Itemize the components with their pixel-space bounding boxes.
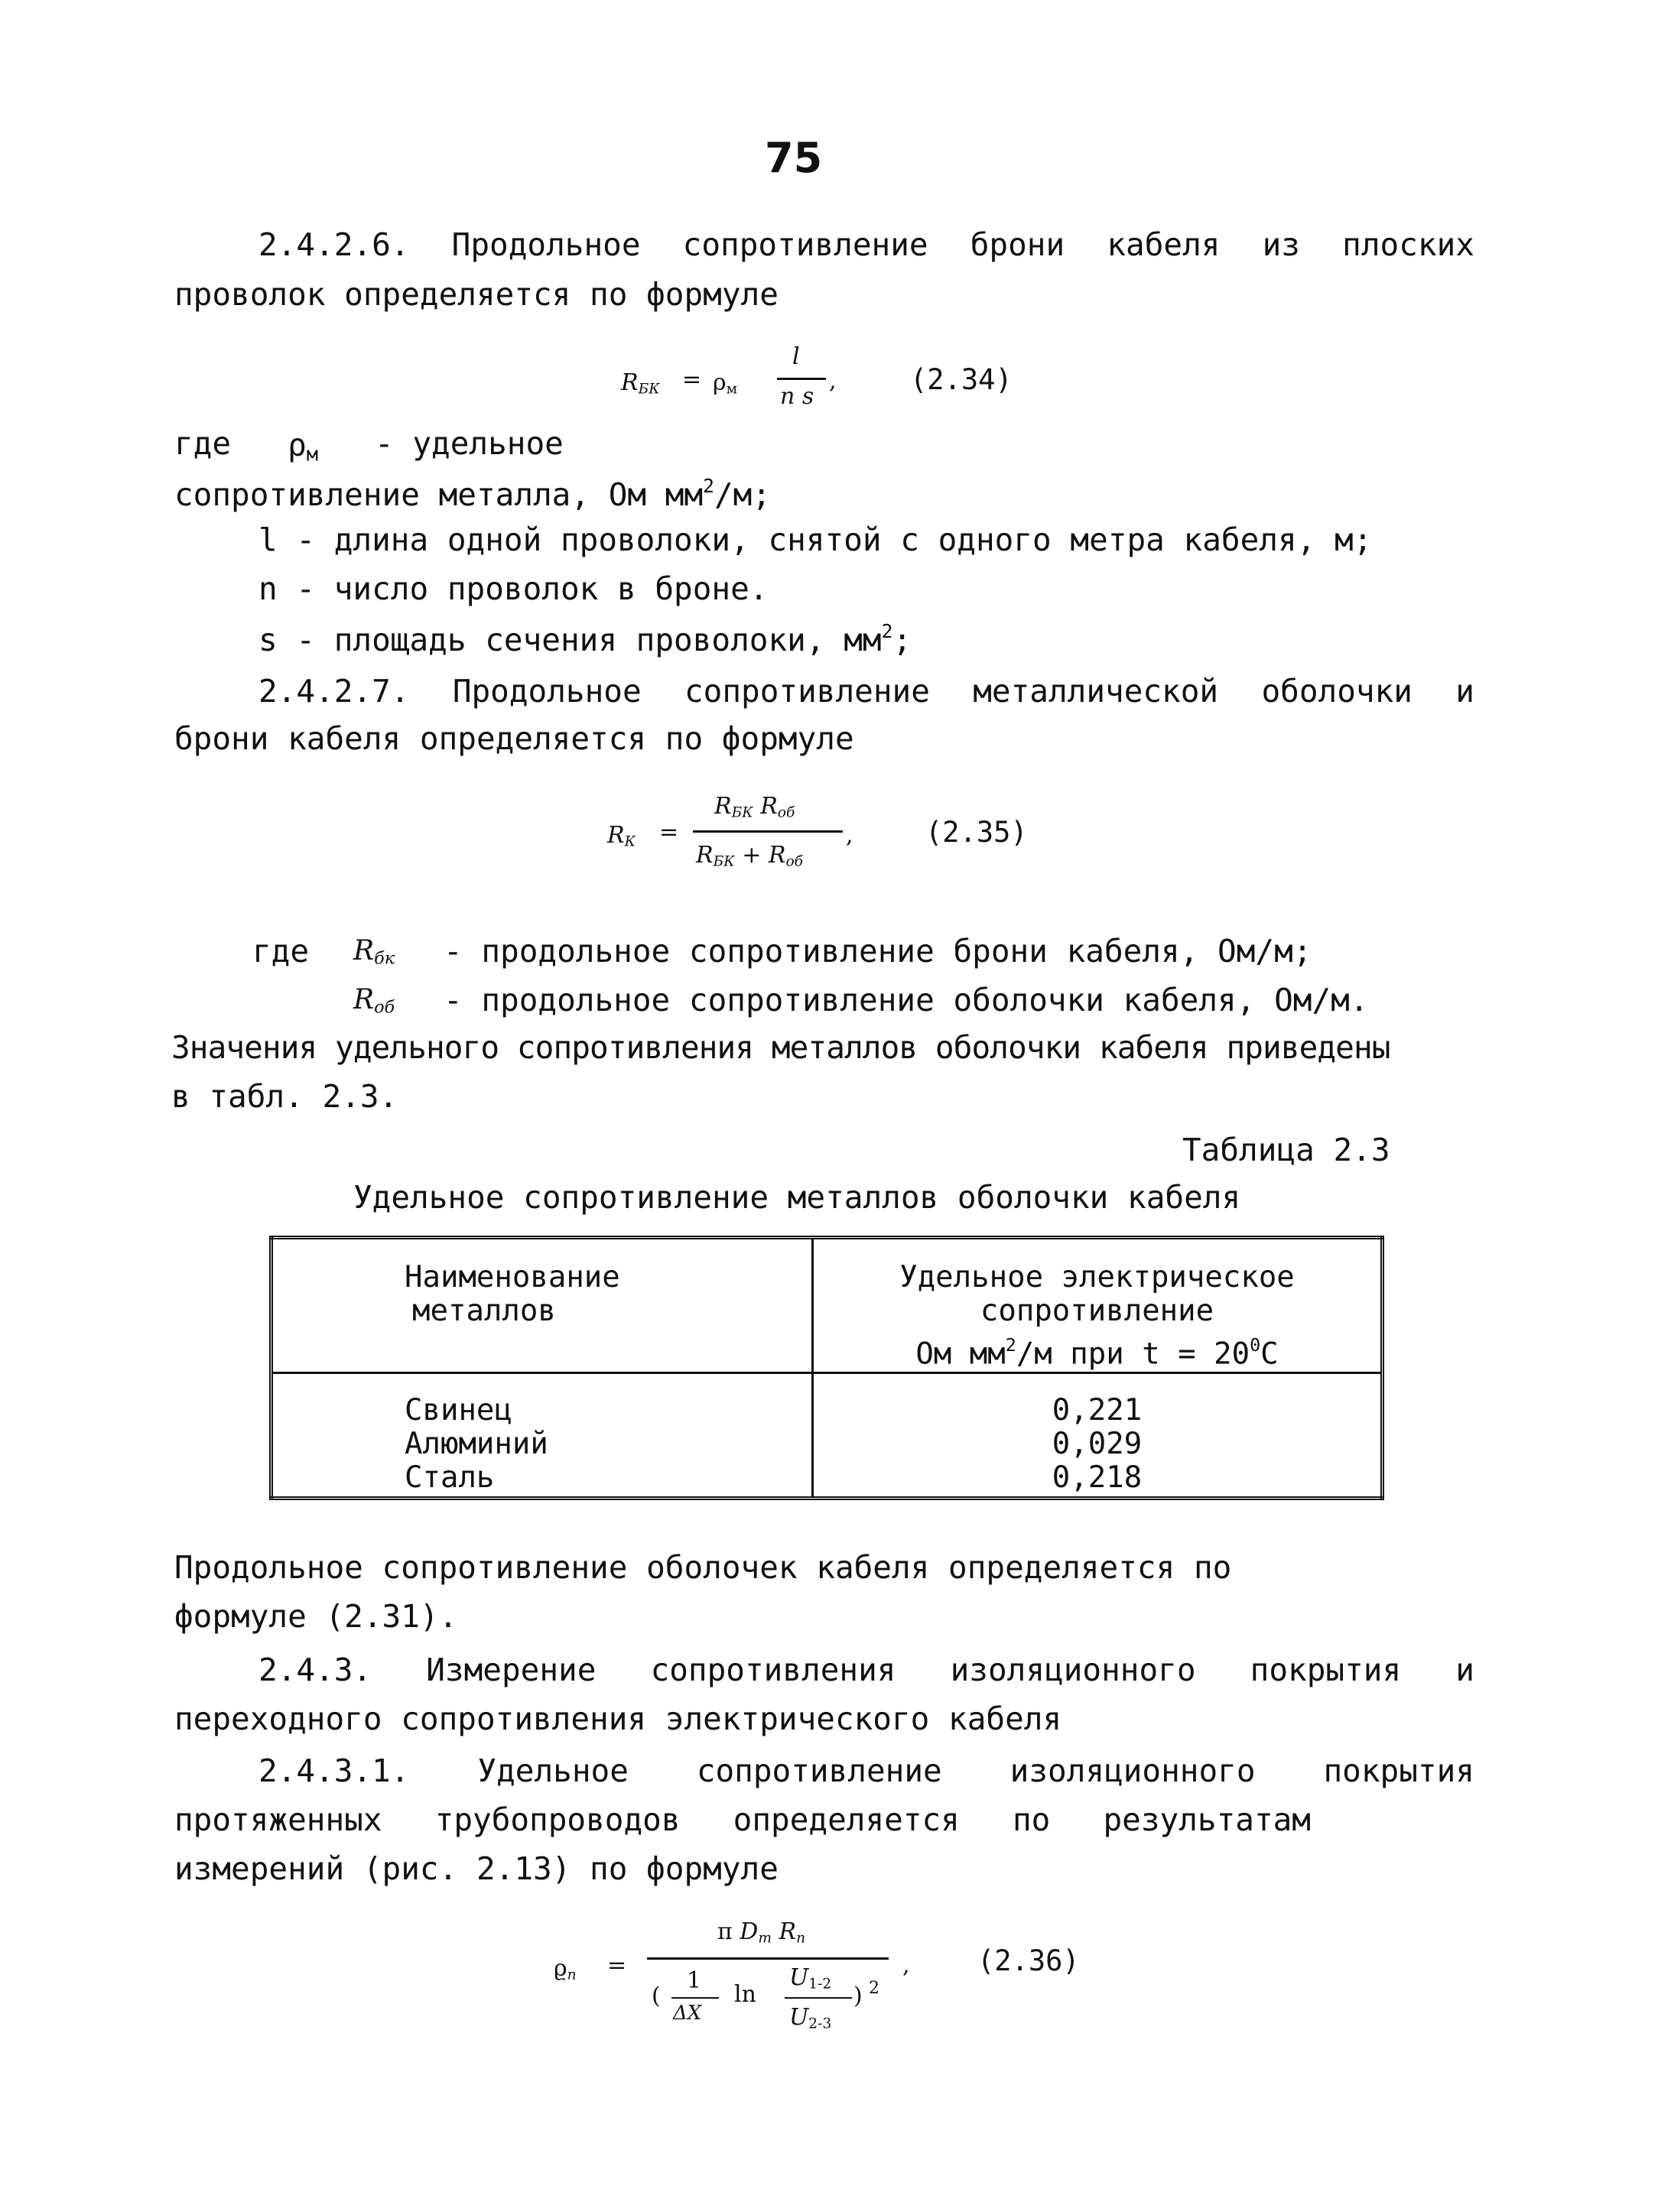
word: покрытия — [1323, 1752, 1474, 1789]
eq235-number: (2.35) — [925, 816, 1028, 849]
paragraph-2-4-2-6-line2: проволок определяется по формуле — [174, 276, 779, 313]
word: протяженных — [174, 1801, 382, 1838]
eq236-power: 2 — [869, 1979, 879, 1998]
eq236-comma: , — [902, 1952, 910, 1979]
word: определяется — [733, 1801, 960, 1838]
eq236-ln: ln — [734, 1981, 756, 2008]
word: по — [1012, 1801, 1051, 1838]
where-rho-line2: сопротивление металла, Ом $мм^2/м$; — [174, 475, 772, 514]
word: и — [1455, 1652, 1474, 1688]
word: сопротивление — [682, 226, 928, 263]
word: Продольное — [451, 226, 641, 263]
where-rob-symbol: $R_{об}$ — [353, 984, 395, 1018]
header-right-line1: Удельное электрическое — [899, 1260, 1295, 1294]
eq235-denominator: $R_{БК} + R_{об}$ — [696, 842, 804, 870]
value-lead: 0,221 — [1052, 1393, 1143, 1428]
word: из — [1262, 226, 1300, 263]
word: 2.4.3.1. — [258, 1752, 410, 1789]
definition-n: n - число проволок в броне. — [258, 570, 769, 607]
section-2-4-3-line2: переходного сопротивления электрического кабеля — [174, 1700, 1062, 1737]
paragraph-2-4-3-1-line1 — [258, 1752, 1474, 1789]
word: кабеля — [1107, 226, 1221, 263]
word: брони — [970, 226, 1065, 263]
table-title: Удельное сопротивление металлов оболочки кабеля — [353, 1179, 1241, 1216]
word: трубопроводов — [434, 1801, 681, 1838]
paragraph-2-4-3-1-line2 — [174, 1801, 1311, 1838]
metal-column — [271, 1373, 813, 1499]
paragraph-2-4-2-7-line1 — [258, 673, 1474, 710]
word: сопротивления — [650, 1652, 896, 1688]
word: металлической — [973, 673, 1219, 710]
word: Удельное — [477, 1752, 629, 1789]
metal-aluminium: Алюминий — [405, 1427, 548, 1462]
word: изоляционного — [950, 1652, 1196, 1688]
definition-s: s - площадь сечения проволоки, $мм^2$; — [258, 620, 912, 659]
eq234-numerator: l — [792, 343, 800, 370]
word: плоских — [1342, 226, 1474, 263]
paragraph-2-4-2-6-line1 — [258, 226, 1474, 263]
page-number: 75 — [765, 134, 823, 182]
word: 2.4.2.6. — [258, 226, 410, 263]
eq236-frac1-num: 1 — [687, 1967, 702, 1994]
word: изоляционного — [1009, 1752, 1256, 1789]
eq236-u2: $U_{2-3}$ — [789, 2004, 832, 2032]
table-body-row — [271, 1373, 1383, 1499]
paragraph-values-line1: Значения удельного сопротивления металлов оболочки кабеля приведены — [171, 1029, 1390, 1066]
header-metal-names — [271, 1238, 813, 1373]
word: результатам — [1103, 1801, 1311, 1838]
definition-l: l - длина одной проволоки, снятой с одного метра кабеля, м; — [258, 521, 1373, 558]
word: Измерение — [426, 1652, 597, 1688]
eq235-equals: = — [659, 819, 679, 846]
where-rob-text: - продольное сопротивление оболочки кабеля, Ом/м. — [444, 982, 1369, 1018]
eq234-equals: = — [682, 366, 702, 393]
paragraph-2-4-3-1-line3: измерений (рис. 2.13) по формуле — [174, 1850, 779, 1887]
paragraph-sheath-line1: Продольное сопротивление оболочек кабеля определяется по — [174, 1549, 1232, 1586]
eq236-u-fraction-bar — [785, 1997, 852, 1999]
eq236-lhs: $ϱ_п$ — [554, 1955, 577, 1983]
eq235-comma: , — [846, 822, 853, 849]
eq236-number: (2.36) — [977, 1944, 1080, 1977]
header-left-line2: металлов — [412, 1294, 556, 1328]
word: сопротивление — [696, 1752, 942, 1789]
eq234-rho: $\rho_м$ — [713, 369, 738, 398]
word: сопротивление — [684, 673, 930, 710]
eq236-frac1-den: ΔX — [673, 2002, 702, 2025]
value-column — [813, 1373, 1383, 1499]
eq236-main-fraction-bar — [647, 1957, 889, 1960]
eq234-fraction-bar — [777, 378, 826, 380]
eq236-frac1-bar — [671, 1997, 719, 1999]
paragraph-2-4-2-7-line2: брони кабеля определяется по формуле — [174, 720, 854, 757]
eq234-number: (2.34) — [910, 363, 1013, 396]
word: покрытия — [1250, 1652, 1402, 1688]
word: оболочки — [1261, 673, 1413, 710]
metal-steel: Сталь — [405, 1460, 495, 1496]
header-right-line2: сопротивление — [980, 1294, 1214, 1328]
eq234-comma: , — [829, 368, 837, 395]
eq235-fraction-bar — [693, 830, 843, 833]
where-rho-text: - удельное — [375, 425, 564, 462]
section-2-4-3-line1 — [258, 1652, 1474, 1688]
word: 2.4.2.7. — [258, 673, 410, 710]
value-aluminium: 0,029 — [1052, 1427, 1143, 1462]
word: и — [1455, 673, 1474, 710]
where-rho-symbol: $\rho_м$ — [288, 427, 318, 466]
paragraph-values-line2: в табл. 2.3. — [171, 1078, 398, 1115]
where-gde-2: где — [252, 933, 310, 970]
where-rbk-text: - продольное сопротивление брони кабеля, Ом/м; — [444, 933, 1312, 970]
table-2-3 — [269, 1236, 1384, 1500]
eq234-denominator: n s — [780, 383, 814, 410]
eq235-numerator: $R_{БК}$ $R_{об}$ — [714, 793, 795, 821]
eq236-open-paren: ( — [652, 1983, 661, 2009]
eq234-lhs: $R_{БК}$ — [621, 369, 660, 398]
eq236-u1: $U_{1-2}$ — [789, 1964, 832, 1993]
eq236-close-paren: ) — [853, 1983, 863, 2009]
value-steel: 0,218 — [1052, 1460, 1143, 1496]
where-gde-1: где — [174, 425, 232, 462]
header-resistivity — [813, 1238, 1383, 1373]
eq236-equals: = — [607, 1952, 627, 1979]
where-rbk-symbol: $R_{бк}$ — [353, 935, 395, 969]
metal-lead: Свинец — [405, 1393, 512, 1428]
header-left-line1: Наименование — [405, 1260, 620, 1294]
word: Продольное — [452, 673, 642, 710]
table-header-row — [271, 1238, 1383, 1373]
header-right-line3: Ом $мм^2/м$ при $t = 20^0С$ — [915, 1334, 1279, 1372]
eq236-numerator: π $D_т$ $R_п$ — [717, 1918, 806, 1947]
table-label: Таблица 2.3 — [1182, 1132, 1390, 1168]
eq235-lhs: $R_К$ — [607, 822, 636, 850]
paragraph-sheath-line2: формуле (2.31). — [174, 1598, 458, 1635]
word: 2.4.3. — [258, 1652, 372, 1688]
